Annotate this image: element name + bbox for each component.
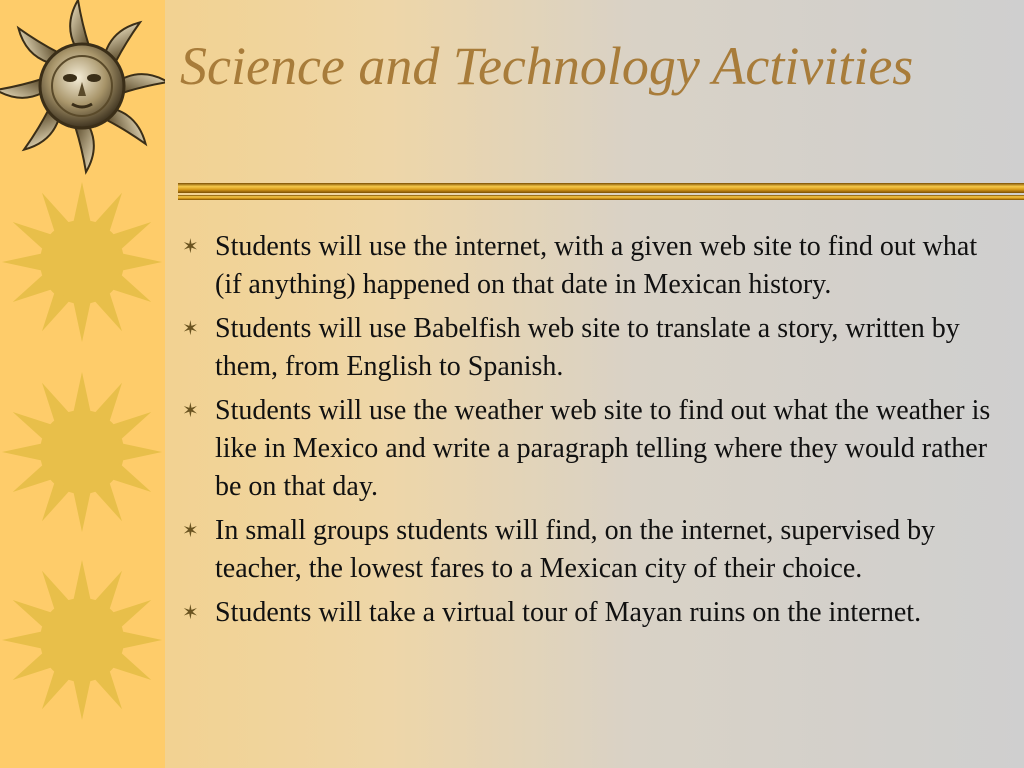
title-divider-rule: [178, 183, 1024, 201]
sun-icon: [2, 560, 162, 720]
decorative-sun-strip: [0, 0, 165, 768]
bullet-list: [180, 228, 1000, 638]
four-point-star-icon: ✶: [182, 318, 199, 340]
four-point-star-icon: ✶: [182, 520, 199, 542]
bullet-text: Students will use Babelfish web site to translate a story, written by them, from English to Spanish.: [215, 313, 960, 382]
bullet-item: [180, 228, 1000, 304]
bullet-text: In small groups students will find, on the internet, supervised by teacher, the lowest fares to a Mexican city of their choice.: [215, 515, 936, 584]
sun-icon: [2, 372, 162, 532]
bullet-item: [180, 512, 1000, 588]
metal-sun-face-icon: [0, 0, 165, 172]
four-point-star-icon: ✶: [182, 236, 199, 258]
four-point-star-icon: ✶: [182, 602, 199, 624]
bullet-item: [180, 594, 1000, 632]
slide-title: Science and Technology Activities: [180, 36, 914, 96]
bullet-text: Students will take a virtual tour of Mayan ruins on the internet.: [215, 597, 922, 628]
bullet-item: [180, 392, 1000, 506]
sun-icon: [2, 182, 162, 342]
four-point-star-icon: ✶: [182, 400, 199, 422]
sun-strip-graphic: [0, 0, 165, 768]
bullet-text: Students will use the weather web site to find out what the weather is like in Mexico and write a paragraph telling where they would rather be on that day.: [215, 395, 991, 502]
bullet-text: Students will use the internet, with a given web site to find out what (if anything) happened on that date in Mexican history.: [215, 231, 978, 300]
bullet-item: [180, 310, 1000, 386]
